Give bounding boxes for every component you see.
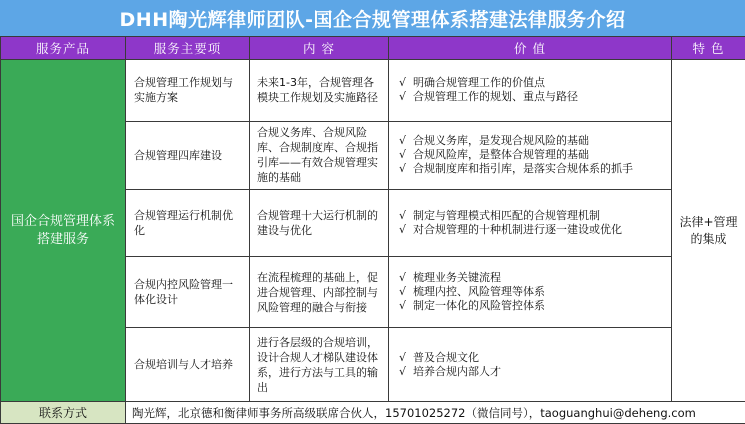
content-cell: 未来1-3年，合规管理各模块工作规划及实施路径 [250,60,389,122]
value-line: √ 合规风险库，是整体合规管理的基础 [399,148,589,162]
content-cell: 进行各层级的合规培训，设计合规人才梯队建设体系，进行方法与工具的输出 [250,328,389,402]
check-icon: √ [399,208,407,222]
contact-label: 联系方式 [1,402,126,424]
check-icon: √ [399,162,407,176]
header-product: 服务产品 [1,37,126,60]
service-table [0,36,745,424]
value-line: √ 对合规管理的十种机制进行逐一建设或优化 [399,222,622,236]
product-cell: 国企合规管理体系搭建服务 [1,60,126,402]
service-item: 合规管理运行机制优化 [126,189,250,257]
header-row [1,37,745,60]
page-title: DHH陶光辉律师团队-国企合规管理体系搭建法律服务介绍 [0,0,745,36]
contact-info: 陶光辉，北京德和衡律师事务所高级联席合伙人，15701025272（微信同号），taoguanghui@deheng.com [126,402,745,424]
check-icon: √ [399,76,407,90]
value-line: √ 梳理业务关键流程 [399,271,501,285]
service-item: 合规内控风险管理一体化设计 [126,257,250,328]
value-line: √ 制定与管理模式相匹配的合规管理机制 [399,208,600,222]
check-icon: √ [399,285,407,299]
service-item: 合规培训与人才培养 [126,328,250,402]
value-cell [389,328,672,402]
service-item: 合规管理工作规划与实施方案 [126,60,250,122]
value-line: √ 制定一体化的风险管控体系 [399,299,545,313]
content-cell: 在流程梳理的基础上，促进合规管理、内部控制与风险管理的融合与衔接 [250,257,389,328]
value-line: √ 培养合规内部人才 [399,364,501,378]
check-icon: √ [399,134,407,148]
value-line: √ 普及合规文化 [399,350,479,364]
service-item: 合规管理四库建设 [126,121,250,189]
check-icon: √ [399,350,407,364]
check-icon: √ [399,299,407,313]
header-item: 服务主要项 [126,37,250,60]
value-line: √ 合规义务库，是发现合规风险的基础 [399,134,589,148]
value-cell [389,60,672,122]
check-icon: √ [399,364,407,378]
check-icon: √ [399,222,407,236]
content-cell: 合规义务库、合规风险库、合规制度库、合规指引库——有效合规管理实施的基础 [250,121,389,189]
value-line: √ 明确合规管理工作的价值点 [399,76,545,90]
check-icon: √ [399,148,407,162]
header-content: 内 容 [250,37,389,60]
feature-cell: 法律+管理的集成 [672,60,745,402]
value-line: √ 梳理内控、风险管理等体系 [399,285,545,299]
value-line: √ 合规管理工作的规划、重点与路径 [399,90,578,104]
value-cell [389,257,672,328]
content-cell: 合规管理十大运行机制的建设与优化 [250,189,389,257]
check-icon: √ [399,271,407,285]
value-cell [389,121,672,189]
header-feature: 特 色 [672,37,745,60]
check-icon: √ [399,90,407,104]
table-row [1,60,745,122]
value-cell [389,189,672,257]
contact-row [1,402,745,424]
header-value: 价 值 [389,37,672,60]
value-line: √ 合规制度库和指引库，是落实合规体系的抓手 [399,162,633,176]
